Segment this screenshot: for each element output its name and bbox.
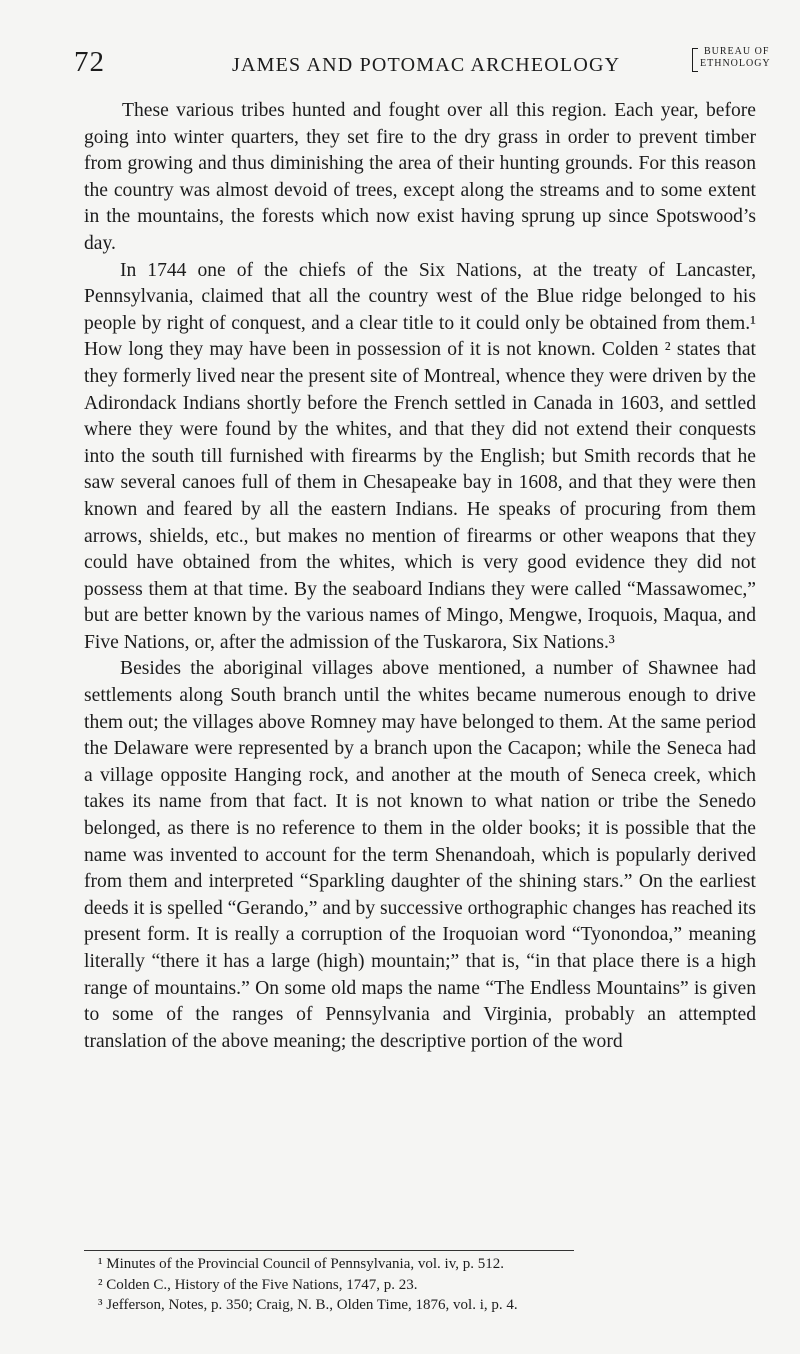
bureau-label-line2: ETHNOLOGY [700,58,771,69]
footnote-1: ¹ Minutes of the Provincial Council of Pennsylvania, vol. iv, p. 512. [98,1256,504,1272]
bureau-label-line1: BUREAU OF [704,46,770,57]
paragraph-3: Besides the aboriginal villages above mentioned, a number of Shawnee had settlements along South branch until the whites became numerous enough to drive them out; the villages above Romney may have belonged to them. At the same period the Delaware were represented by a branch upon the Cacapon; while the Seneca had a village opposite Hanging rock, and another at the mouth of Seneca creek, which takes its name from that fact. It is not known to what nation or tribe the Senedo belonged, as there is no reference to them in the older books; it is possible that the name was invented to account for the term Shenandoah, which is popularly derived from them and interpreted “Sparkling daughter of the shining stars.” On the earliest deeds it is spelled “Gerando,” and by successive orthographic changes has reached its present form. It is really a corruption of the Iroquoian word “Tyonondoa,” meaning literally “there it has a large (high) mountain;” that is, “in that place there is a high range of mountains.” On some old maps the name “The Endless Mountains” is given to some of the ranges of Pennsylvania and Virginia, probably an attempted translation of the above meaning; the descriptive portion of the word [84,658,756,1052]
footnotes [84,1254,756,1316]
page-header [74,46,771,86]
footnote-divider [84,1250,574,1251]
running-head: JAMES AND POTOMAC ARCHEOLOGY [232,54,621,76]
bureau-label [692,46,778,70]
paragraph-1: These various tribes hunted and fought over all this region. Each year, before going into winter quarters, they set fire to the dry grass in order to prevent timber from growing and thus diminishing the area of their hunting grounds. For this reason the country was almost devoid of trees, except along the streams and to some extent in the mountains, the forests which now exist having sprung up since Spotswood’s day. [84,100,756,254]
footnote-2: ² Colden C., History of the Five Nations, 1747, p. 23. [98,1276,418,1293]
paragraph-2: In 1744 one of the chiefs of the Six Nations, at the treaty of Lancaster, Pennsylvania, claimed that all the country west of the Blue ridge belonged to his people by right of conquest, and a clear title to it could only be obtained from them.¹ How long they may have been in possession of it is not known. Colden ² states that they formerly lived near the present site of Montreal, whence they were driven by the Adirondack Indians shortly before the French settled in Canada in 1603, and settled where they were found by the whites, and that they did not extend their conquests into the south till furnished with firearms by the English; but Smith records that he saw several canoes full of them in Chesapeake bay in 1608, and that they were then known and feared by all the eastern Indians. He speaks of procuring from them arrows, shields, etc., but makes no mention of firearms or other weapons that they could have obtained from the whites, which is very good evidence they did not possess them at that time. By the seaboard Indians they were called “Massawomec,” but are better known by the various names of Mingo, Mengwe, Iroquois, Maqua, and Five Nations, or, after the admission of the Tuskarora, Six Nations.³ [84,259,756,653]
body-text [84,98,756,1055]
footnote-3: ³ Jefferson, Notes, p. 350; Craig, N. B., Olden Time, 1876, vol. i, p. 4. [98,1297,518,1313]
page-number: 72 [74,46,105,78]
